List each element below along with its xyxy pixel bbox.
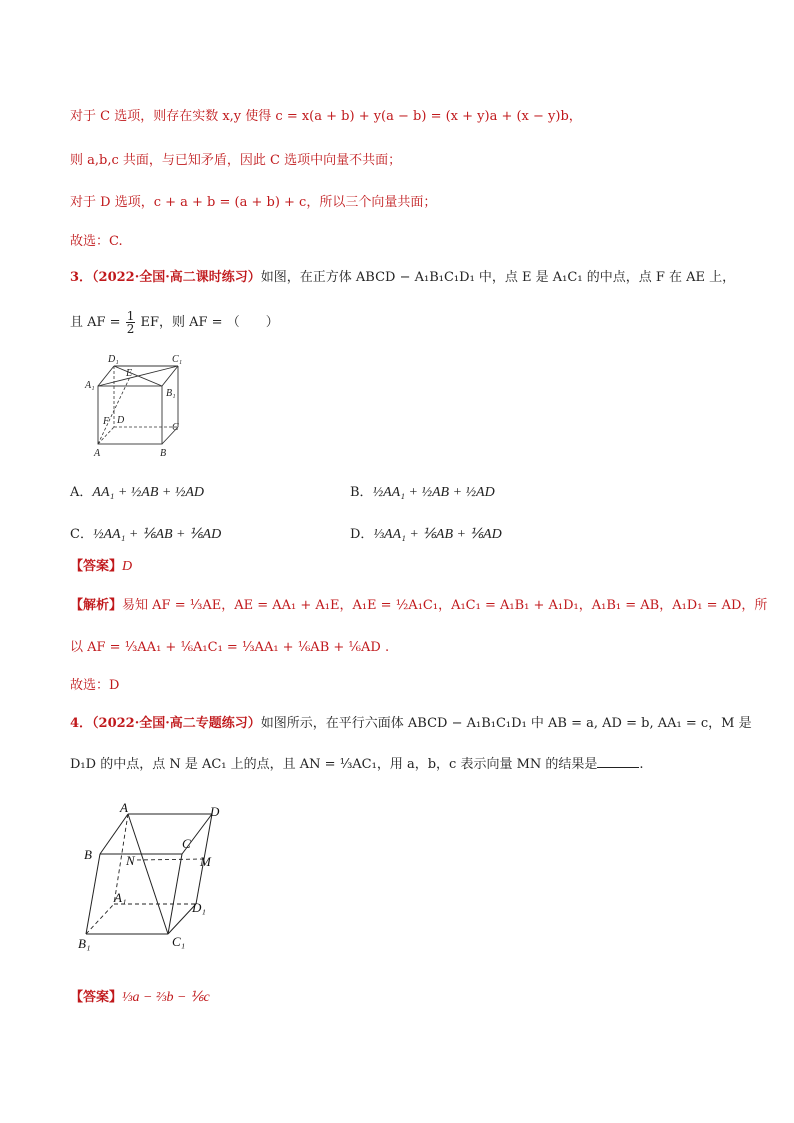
q3-option-d (350, 523, 502, 543)
q3-stem-1: 如图，在正方体 ABCD − A₁B₁C₁D₁ 中，点 E 是 A₁C₁ 的中点，点 F 在 AE 上， (260, 270, 736, 285)
answer-blank (597, 767, 639, 768)
q4-label-C: C (182, 836, 191, 851)
q4-parallelepiped-figure (78, 800, 238, 958)
choose-c-line: 故选：C. (70, 234, 123, 249)
q3-source: （2022·全国·高二课时练习） (92, 270, 261, 285)
q3-number: 3． (70, 270, 93, 285)
q4-stem-2-end: . (639, 757, 644, 772)
q3-stem-2-post: EF，则 AF = （ ） (140, 315, 279, 330)
q3-label-D1: D₁ (108, 354, 119, 365)
q4-label-B: B (84, 847, 92, 862)
q4-label-D: D (210, 804, 220, 819)
option-text: AA₁ + ½AB + ½AD (92, 485, 205, 500)
q4-label-A1: A₁ (114, 890, 127, 905)
answer-tag: 【答案】 (70, 990, 123, 1005)
q3-answer: D (122, 559, 133, 574)
q3-label-C1: C₁ (172, 354, 183, 365)
q4-label-A: A (120, 800, 128, 815)
q3-choose-line: 故选：D (70, 678, 120, 693)
q4-label-N: N (126, 853, 135, 868)
q3-stem-2-pre: 且 AF = (70, 315, 121, 330)
option-letter: C． (70, 527, 93, 542)
q4-stem-2: D₁D 的中点，点 N 是 AC₁ 上的点，且 AN = ⅓AC₁，用 a，b，c 表示向量 MN 的结果是 (70, 757, 598, 772)
option-text: ⅓AA₁ + ⅙AB + ⅙AD (373, 527, 502, 542)
option-letter: D． (350, 527, 374, 542)
fraction-denominator: 2 (126, 322, 135, 336)
fraction-numerator: 1 (126, 309, 135, 323)
q4-label-B1: B₁ (78, 936, 91, 951)
option-letter: A． (70, 485, 93, 500)
q3-label-C: C (172, 422, 179, 433)
q4-label-M: M (200, 854, 211, 869)
q4-answer: ⅓a − ⅔b − ⅙c (122, 990, 210, 1005)
q3-cube-figure (82, 352, 192, 460)
option-text: ½AA₁ + ⅙AB + ⅙AD (92, 527, 222, 542)
q4-stem-line-1 (70, 715, 752, 733)
q4-stem-line-2 (70, 756, 644, 774)
q3-label-B1: B₁ (166, 388, 176, 399)
q4-label-D1: D₁ (192, 900, 206, 915)
q3-label-F: F (103, 416, 110, 427)
q3-option-c (70, 523, 221, 543)
q3-label-A: A (94, 448, 101, 459)
q3-label-E: E (126, 368, 133, 379)
q4-number: 4． (70, 716, 93, 731)
q3-analysis-line-1 (70, 597, 767, 615)
q3-analysis-line-2: 以 AF = ⅓AA₁ + ⅙A₁C₁ = ⅓AA₁ + ⅙AB + ⅙AD . (70, 640, 390, 655)
q3-option-a (70, 481, 204, 501)
q3-label-B: B (160, 448, 167, 459)
c-conclusion-line: 则 a,b,c 共面，与已知矛盾，因此 C 选项中向量不共面； (70, 153, 402, 168)
q3-label-A1: A₁ (85, 380, 95, 391)
option-letter: B． (350, 485, 373, 500)
answer-tag: 【答案】 (70, 559, 123, 574)
q3-answer-line (70, 558, 132, 576)
analysis-tag: 【解析】 (70, 598, 123, 613)
q4-label-C1: C₁ (172, 934, 186, 949)
c-option-line: 对于 C 选项，则存在实数 x,y 使得 c = x(a + b) + y(a − b) = (x + y)a + (x − y)b， (70, 109, 582, 124)
option-text: ½AA₁ + ½AB + ½AD (372, 485, 495, 500)
q3-label-D: D (117, 415, 125, 426)
q3-stem-line-1 (70, 269, 735, 287)
q4-answer-line (70, 989, 210, 1007)
q3-stem-fraction (126, 310, 136, 335)
q3-stem-line-2 (70, 310, 279, 335)
q4-source: （2022·全国·高二专题练习） (92, 716, 261, 731)
q3-analysis-1: 易知 AF = ⅓AE，AE = AA₁ + A₁E，A₁E = ½A₁C₁，A₁C₁ = A₁B₁ + A₁D₁，A₁B₁ = AB，A₁D₁ = AD，所 (122, 598, 768, 613)
q4-stem-1: 如图所示，在平行六面体 ABCD − A₁B₁C₁D₁ 中 AB = a, AD = b, AA₁ = c，M 是 (260, 716, 752, 731)
q3-option-b (350, 481, 495, 501)
d-option-line: 对于 D 选项，c + a + b = (a + b) + c，所以三个向量共面； (70, 195, 437, 210)
